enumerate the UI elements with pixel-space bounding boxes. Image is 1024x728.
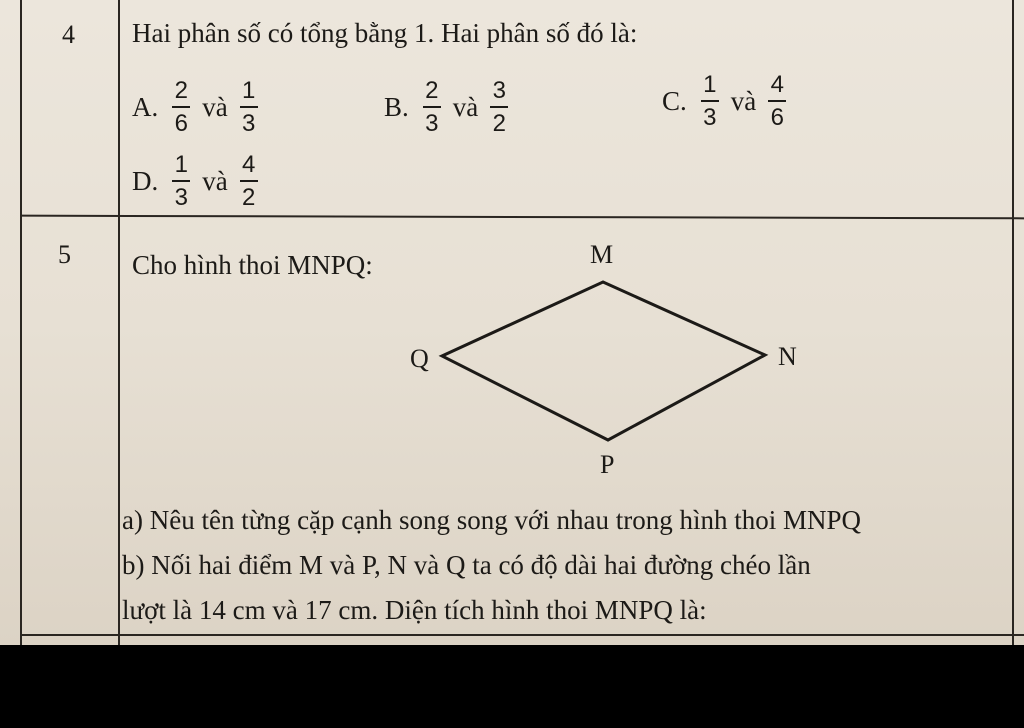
option-a-conjunction: và: [202, 91, 228, 122]
option-b-fraction-1: $\frac{2}{3}$: [423, 78, 441, 136]
option-d-fraction-1: $\frac{1}{3}$: [172, 152, 190, 210]
part-b-line-2: lượt là 14 cm và 17 cm. Diện tích hình thoi MNPQ là:: [122, 595, 707, 625]
vertex-q-label: Q: [410, 344, 429, 373]
rhombus-shape: [442, 282, 765, 440]
option-a-fraction-1: $\frac{2}{6}$: [172, 78, 190, 136]
option-b-conjunction: và: [452, 91, 479, 122]
question-4-number: 4: [62, 20, 75, 49]
option-c-label: C.: [662, 85, 687, 116]
option-d-fraction-2: $\frac{4}{2}$: [240, 152, 258, 210]
question-5-intro: Cho hình thoi MNPQ:: [132, 250, 373, 280]
option-c-fraction-2: $\frac{4}{6}$: [768, 72, 786, 130]
vertex-n-label: N: [778, 342, 797, 371]
option-d-label: D.: [132, 165, 159, 196]
option-c-conjunction: và: [730, 85, 757, 116]
part-a-text: a) Nêu tên từng cặp cạnh song song với nhau trong hình thoi MNPQ: [122, 505, 862, 535]
option-c-fraction-1: $\frac{1}{3}$: [701, 72, 719, 130]
vertex-m-label: M: [590, 240, 614, 269]
part-b-line-1: b) Nối hai điểm M và P, N và Q ta có độ dài hai đường chéo lần: [122, 550, 811, 580]
question-5-number: 5: [58, 240, 71, 269]
vertex-p-label: P: [600, 450, 615, 479]
option-d-conjunction: và: [202, 165, 228, 196]
question-4-text: Hai phân số có tổng bằng 1. Hai phân số đó là:: [132, 18, 638, 48]
option-b-label: B.: [384, 91, 409, 122]
option-a-fraction-2: $\frac{1}{3}$: [240, 78, 258, 136]
option-a-label: A.: [132, 91, 159, 122]
option-b-fraction-2: $\frac{3}{2}$: [490, 78, 508, 136]
